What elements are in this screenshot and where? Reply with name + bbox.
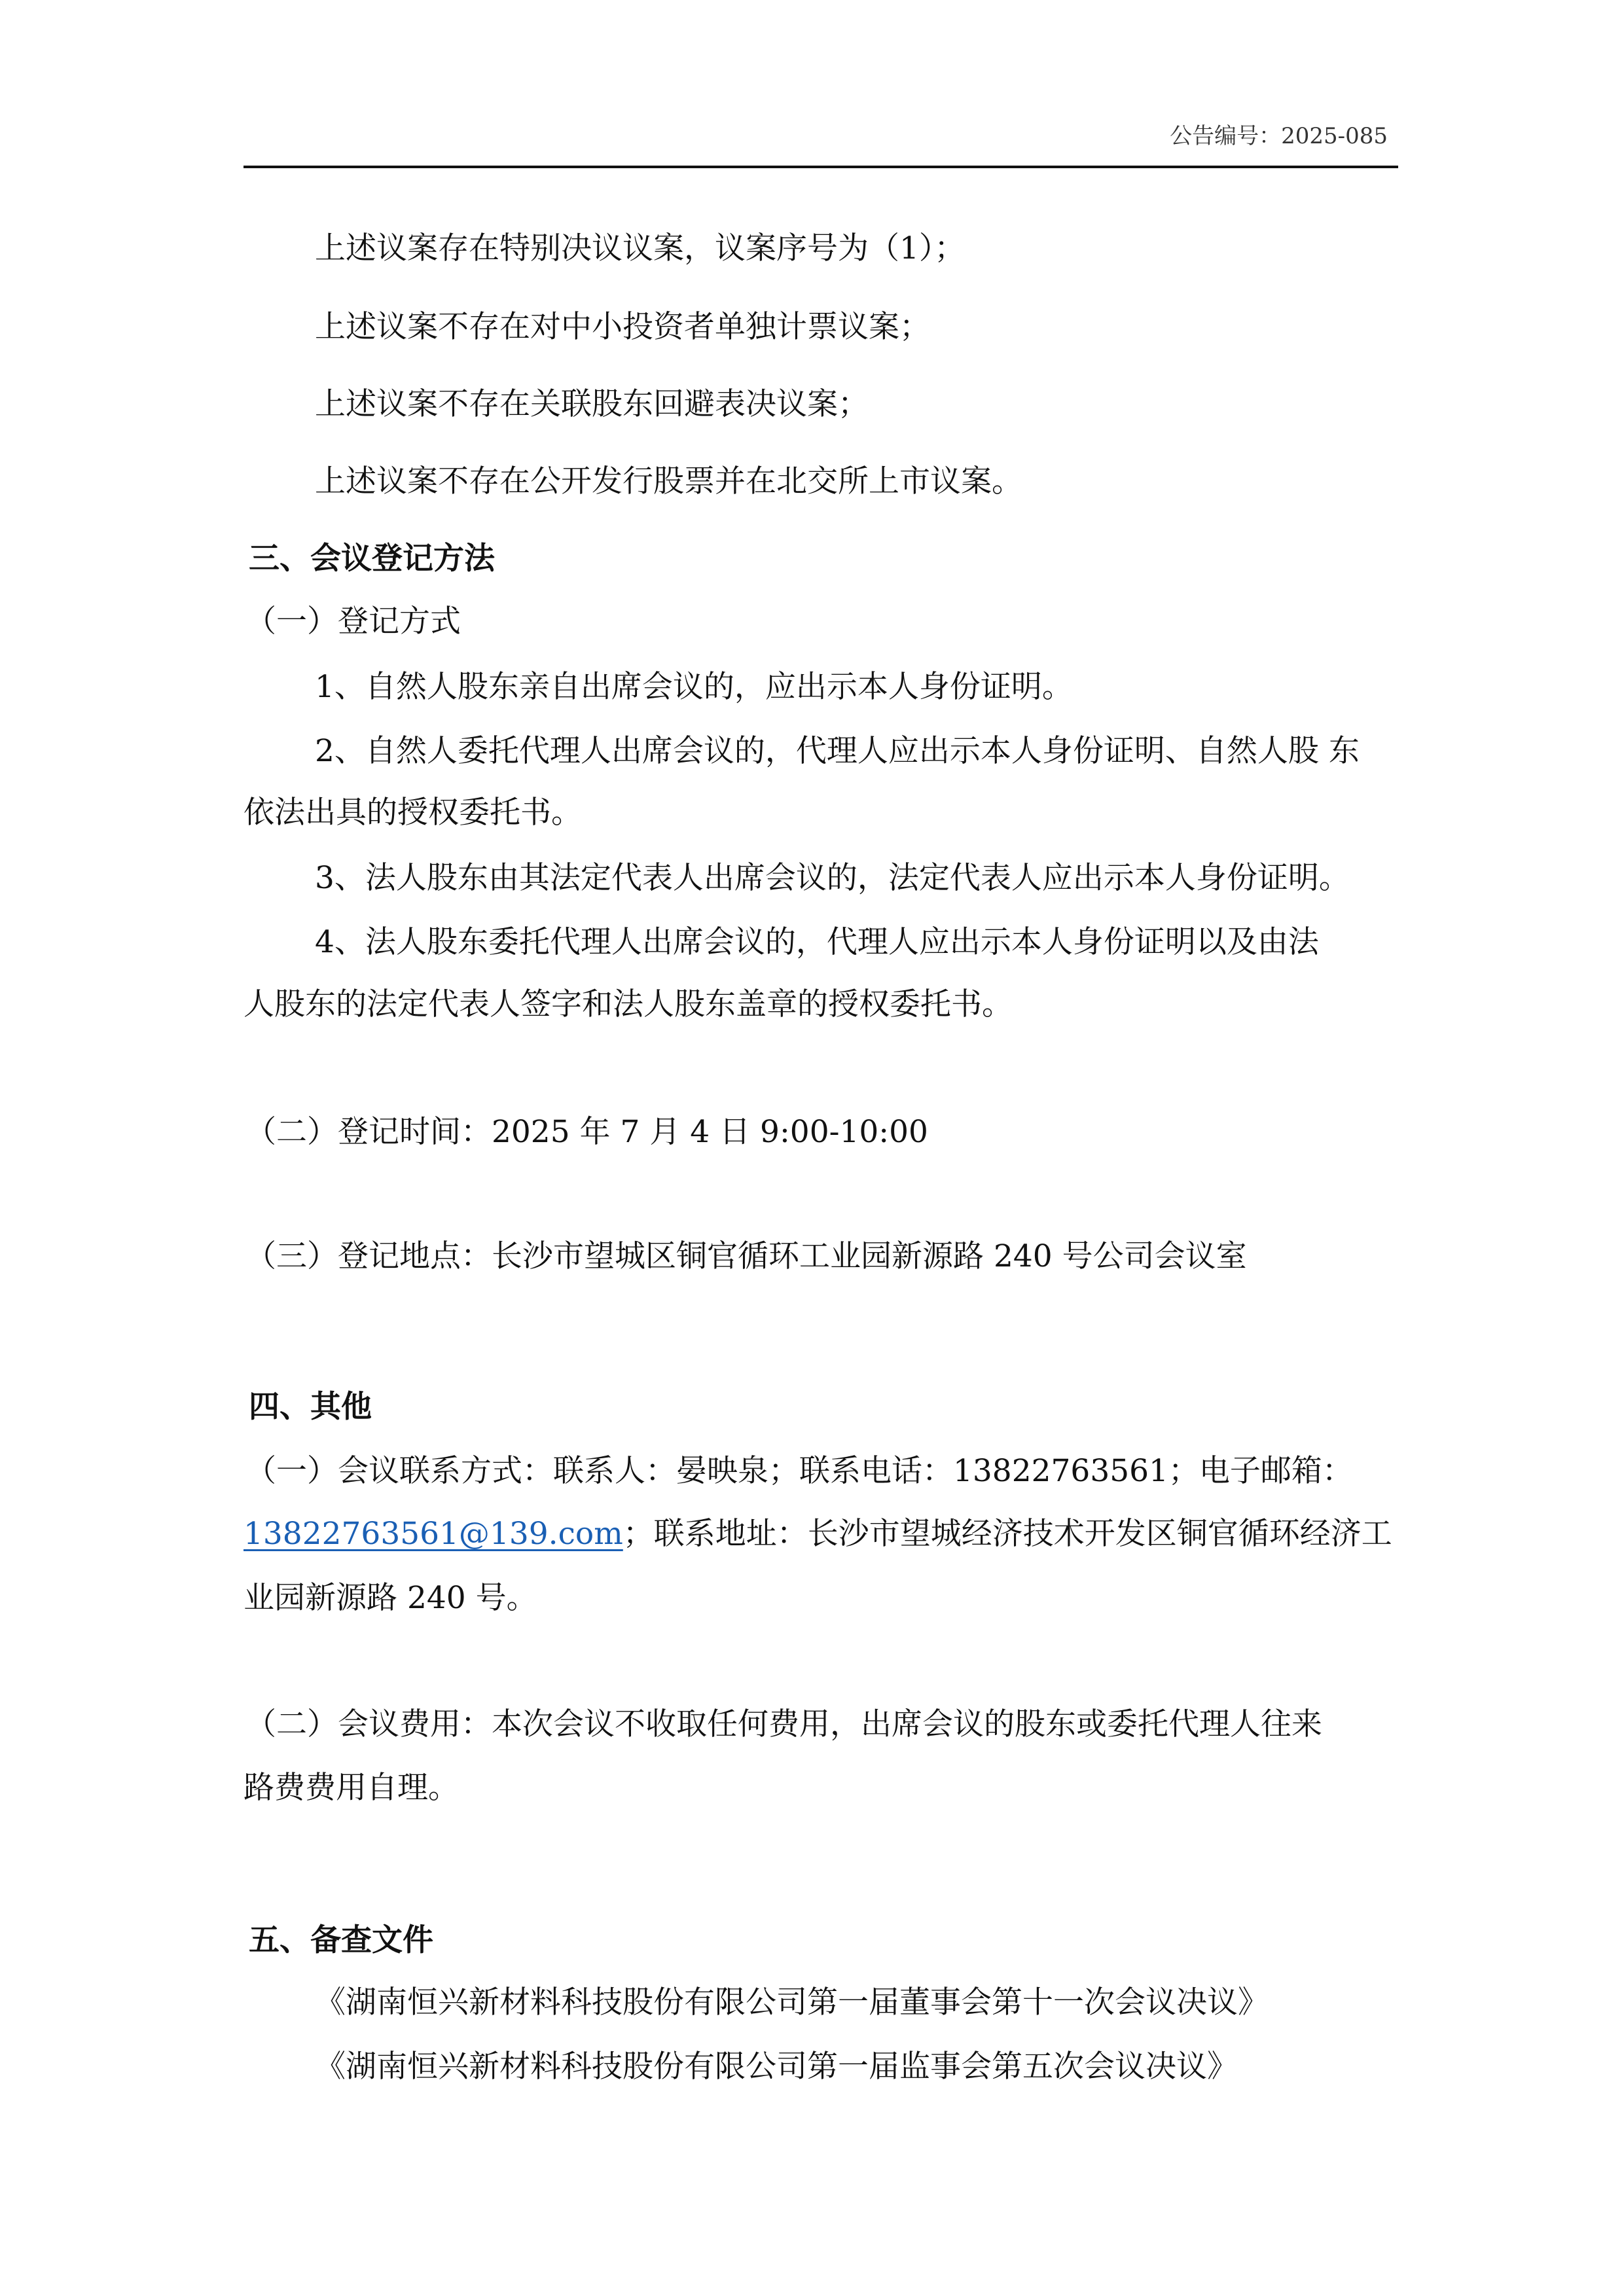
header-divider [244, 166, 1398, 168]
voting-note-2: 上述议案不存在对中小投资者单独计票议案； [315, 309, 930, 345]
contact-line-1: （一）会议联系方式：联系人：晏映泉；联系电话：13822763561；电子邮箱： [245, 1453, 1353, 1489]
contact-line-3: 业园新源路 240 号。 [244, 1580, 537, 1616]
registration-method-subheading: （一）登记方式 [245, 603, 461, 639]
registration-item-4-line-2: 人股东的法定代表人签字和法人股东盖章的授权委托书。 [244, 986, 1013, 1022]
registration-item-4-line-1: 4、法人股东委托代理人出席会议的，代理人应出示本人身份证明以及由法 [315, 924, 1319, 960]
registration-item-3: 3、法人股东由其法定代表人出席会议的，法定代表人应出示本人身份证明。 [315, 860, 1350, 896]
registration-time: （二）登记时间：2025 年 7 月 4 日 9:00-10:00 [245, 1114, 928, 1150]
reference-document-2: 《湖南恒兴新材料科技股份有限公司第一届监事会第五次会议决议》 [315, 2049, 1238, 2085]
registration-location: （三）登记地点：长沙市望城区铜官循环工业园新源路 240 号公司会议室 [245, 1238, 1247, 1274]
notice-number: 公告编号：2025-085 [1170, 123, 1388, 149]
meeting-fee-line-1: （二）会议费用：本次会议不收取任何费用，出席会议的股东或委托代理人往来 [245, 1706, 1322, 1742]
section-4-heading: 四、其他 [249, 1389, 372, 1425]
registration-item-2-line-2: 依法出具的授权委托书。 [244, 795, 582, 831]
voting-note-1: 上述议案存在特别决议议案，议案序号为（1）； [315, 230, 965, 266]
section-3-heading: 三、会议登记方法 [249, 541, 495, 577]
registration-item-1: 1、自然人股东亲自出席会议的，应出示本人身份证明。 [315, 669, 1073, 705]
meeting-fee-line-2: 路费费用自理。 [244, 1770, 459, 1806]
voting-note-4: 上述议案不存在公开发行股票并在北交所上市议案。 [315, 463, 1022, 499]
reference-document-1: 《湖南恒兴新材料科技股份有限公司第一届董事会第十一次会议决议》 [315, 1984, 1269, 2020]
email-link[interactable]: 13822763561@139.com [244, 1516, 623, 1552]
registration-item-2-line-1: 2、自然人委托代理人出席会议的，代理人应出示本人身份证明、自然人股 东 [315, 733, 1360, 769]
voting-note-3: 上述议案不存在关联股东回避表决议案； [315, 386, 869, 422]
contact-line-2 [244, 1515, 1392, 1554]
contact-address: ；联系地址：长沙市望城经济技术开发区铜官循环经济工 [623, 1516, 1392, 1552]
section-5-heading: 五、备查文件 [249, 1922, 433, 1958]
